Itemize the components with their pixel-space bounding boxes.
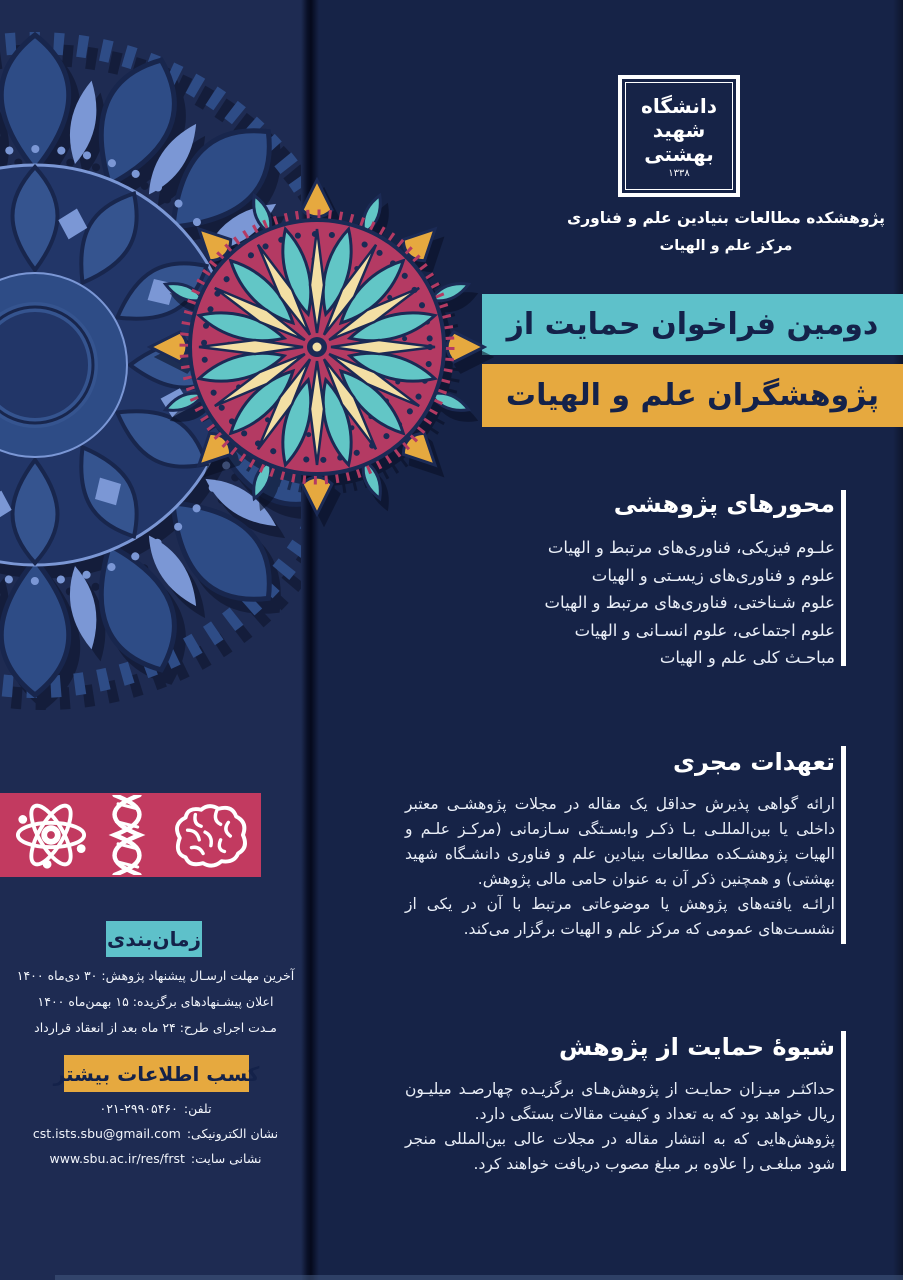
colorful-mandala (147, 177, 487, 517)
institute-name: پژوهشکده مطالعات بنیادین علم و فناوری (567, 209, 885, 227)
topic-item: علـوم فیزیکی، فناوری‌های مرتبط و الهیات (547, 538, 835, 557)
university-logo (618, 75, 740, 197)
logo-word-2: شهید (652, 117, 706, 142)
topics-list (545, 534, 835, 672)
support-paragraph: پژوهش‌هایی که به انتشار مقاله در مجلات عالی بین‌المللی منجر شود مبلغـی را علاوه بر مبلغ مصوب دریافت خواهند کرد. (405, 1130, 835, 1173)
commitments-section-bar (841, 746, 846, 944)
email-value: cst.ists.sbu@gmail.com (32, 1126, 181, 1141)
schedule-item: مـدت اجرای طرح: ۲۴ ماه بعد از انعقاد قرارداد (34, 1020, 277, 1035)
topic-item: علوم شـناختی، فناوری‌های مرتبط و الهیات (544, 593, 835, 612)
support-paragraph: حداکثـر میـزان حمایـت از پژوهش‌هـای برگزیـده چهارصـد میلیـون ریال خواهد بود که به تعداد و کیفیت مقالات بستگی دارد. (405, 1080, 835, 1123)
topic-item: مباحـث کلی علم و الهیات (659, 648, 835, 667)
brain-icon (166, 801, 248, 869)
contact-list (0, 1096, 311, 1171)
science-icons-banner (0, 793, 261, 877)
right-edge-shadow (893, 0, 903, 1280)
schedule-heading-chip (106, 921, 202, 957)
topic-item: علوم اجتماعی، علوم انسـانی و الهیات (574, 620, 835, 640)
title-banner-line2 (482, 364, 903, 427)
commitments-paragraph: ارائه گواهی پذیرش حداقل یک مقاله در مجلات پژوهشـی معتبر داخلی یا بین‌المللـی بـا ذکـر وابسـتگی سـازمانی (مرکـز علـم و الهیات پژوهشـکده مطالعات بنیادین علم و فناوری دانشـگاه شهید بهشتی) و همچنین ذکر آن به عنوان حامی مالی پژوهش. (405, 795, 835, 888)
atom-icon (14, 798, 88, 872)
contact-row-phone (0, 1096, 311, 1121)
support-text (405, 1077, 835, 1177)
topics-heading: محورهای پژوهشی (613, 490, 835, 518)
logo-word-3: بهشتی (644, 141, 714, 166)
phone-value: ۰۲۱-۲۹۹۰۵۴۶۰ (99, 1101, 178, 1116)
contact-row-email (0, 1121, 311, 1146)
center-name: مرکز علم و الهیات (659, 238, 793, 254)
schedule-list (0, 963, 311, 1041)
schedule-heading: زمان‌بندی (106, 927, 202, 951)
website-value: www.sbu.ac.ir/res/frst (49, 1151, 185, 1166)
university-logo-inner (625, 82, 733, 190)
schedule-item: آخرین مهلت ارسـال پیشنهاد پژوهش: ۳۰ دی‌ماه ۱۴۰۰ (16, 968, 295, 983)
commitments-paragraph: ارائـه یافته‌های پژوهش یا موضوعاتی مرتبط با آن در یکی از نشسـت‌های عمومی که مرکز علم و الهیات برگزار می‌کند. (405, 895, 835, 938)
title-line1: دومین فراخوان حمایت از (506, 307, 879, 342)
dna-icon (104, 795, 150, 875)
email-label: نشان الکترونیکی: (186, 1126, 279, 1141)
commitments-heading: تعهدات مجری (672, 748, 835, 776)
more-info-heading-chip (53, 1055, 260, 1092)
support-section-bar (841, 1031, 846, 1171)
logo-word-1: دانشگاه (641, 93, 717, 118)
more-info-heading: کسب اطلاعات بیشتر (53, 1061, 260, 1086)
schedule-item: اعلان پیشـنهادهای برگزیده: ۱۵ بهمن‌ماه ۱۴۰۰ (37, 994, 274, 1009)
topic-item: علوم و فناوری‌های زیسـتی و الهیات (591, 565, 835, 585)
website-label: نشانی سایت: (190, 1151, 262, 1166)
commitments-text (405, 792, 835, 942)
topics-section-bar (841, 490, 846, 666)
phone-label: تلفن: (183, 1101, 212, 1116)
title-line2: پژوهشگران علم و الهیات (505, 378, 880, 413)
title-banner-line1 (482, 294, 903, 355)
contact-row-website (0, 1146, 311, 1171)
support-heading: شیوۀ حمایت از پژوهش (559, 1033, 835, 1061)
bottom-edge-strip (55, 1275, 903, 1280)
logo-year: ۱۳۳۸ (668, 167, 690, 179)
